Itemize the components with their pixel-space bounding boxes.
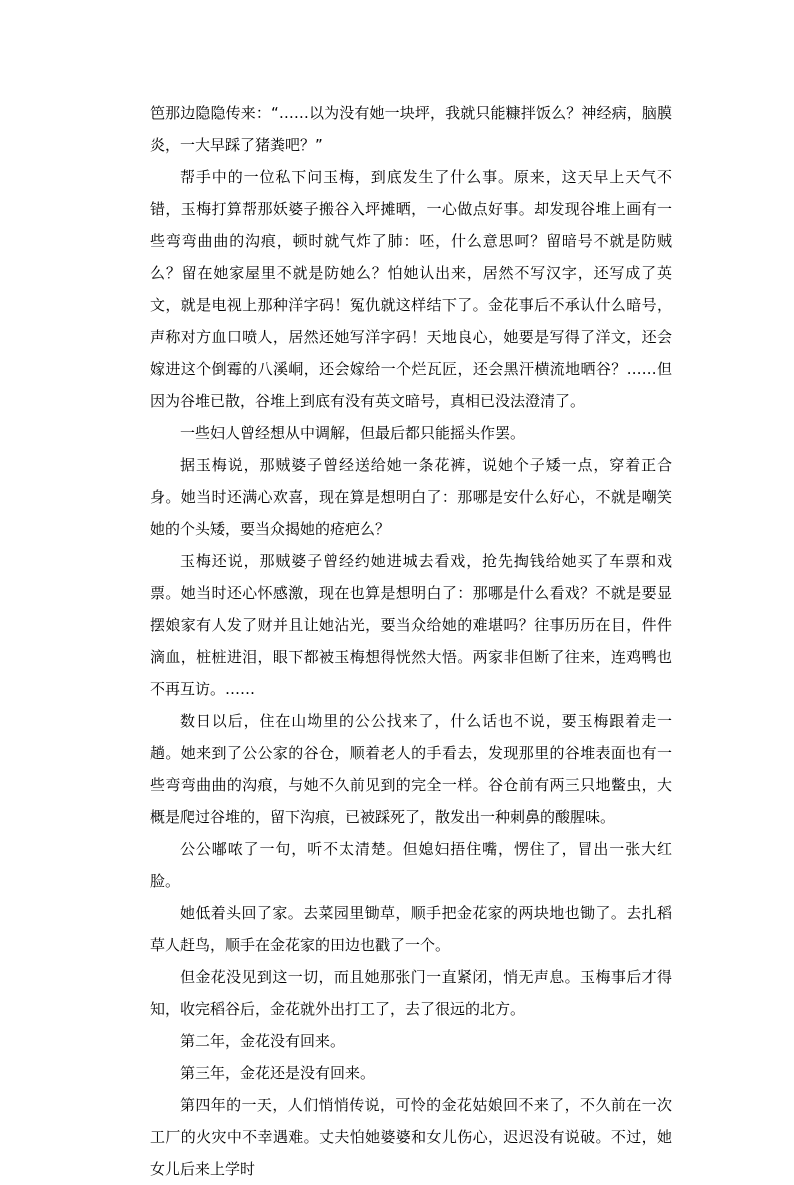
paragraph: 第二年，金花没有回来。	[180, 1032, 346, 1050]
paragraph: 据玉梅说，那贼婆子曾经送给她一条花裤，说她个子矮一点，穿着正合身。她当时还满心欢喜，现在算是想明白了：那哪是安什么好心，不就是嘲笑她的个头矮，要当众揭她的疮疤么？	[150, 456, 672, 538]
document-body	[150, 97, 672, 1185]
paragraph: 笆那边隐隐传来：“……以为没有她一块坪，我就只能糠拌饭么？神经病，脑膜炎，一大早踩了猪粪吧？”	[150, 104, 672, 154]
paragraph: 帮手中的一位私下问玉梅，到底发生了什么事。原来，这天早上天气不错，玉梅打算帮那妖婆子搬谷入坪摊晒，一心做点好事。却发现谷堆上画有一些弯弯曲曲的沟痕，顿时就气炸了肺：呸，什么意思呵？留暗号不就是防贼么？留在她家屋里不就是防她么？怕她认出来，居然不写汉字，还写成了英文，就是电视上那种洋字码！冤仇就这样结下了。金花事后不承认什么暗号，声称对方血口喷人，居然还她写洋字码！天地良心，她要是写得了洋文，还会嫁进这个倒霉的八溪峒，还会嫁给一个烂瓦匠，还会黑汗横流地晒谷？……但因为谷堆已散，谷堆上到底有没有英文暗号，真相已没法澄清了。	[150, 168, 672, 410]
paragraph: 但金花没见到这一切，而且她那张门一直紧闭，悄无声息。玉梅事后才得知，收完稻谷后，金花就外出打工了，去了很远的北方。	[150, 968, 672, 1018]
paragraph: 她低着头回了家。去菜园里锄草，顺手把金花家的两块地也锄了。去扎稻草人赶鸟，顺手在金花家的田边也戳了一个。	[150, 904, 672, 954]
paragraph: 第四年的一天，人们悄悄传说，可怜的金花姑娘回不来了，不久前在一次工厂的火灾中不幸遇难。丈夫怕她婆婆和女儿伤心，迟迟没有说破。不过，她女儿后来上学时	[150, 1096, 672, 1178]
paragraph: 公公嘟哝了一句，听不太清楚。但媳妇捂住嘴，愣住了，冒出一张大红脸。	[150, 840, 672, 890]
paragraph: 一些妇人曾经想从中调解，但最后都只能摇头作罢。	[180, 424, 526, 442]
paragraph: 数日以后，住在山坳里的公公找来了，什么话也不说，要玉梅跟着走一趟。她来到了公公家的谷仓，顺着老人的手看去，发现那里的谷堆表面也有一些弯弯曲曲的沟痕，与她不久前见到的完全一样。谷仓前有两三只地鳖虫，大概是爬过谷堆的，留下沟痕，已被踩死了，散发出一种刺鼻的酸腥味。	[150, 712, 672, 826]
paragraph: 玉梅还说，那贼婆子曾经约她进城去看戏，抢先掏钱给她买了车票和戏票。她当时还心怀感激，现在也算是想明白了：那哪是什么看戏？不就是要显摆娘家有人发了财并且让她沾光，要当众给她的难堪吗？往事历历在目，件件滴血，桩桩进泪，眼下都被玉梅想得恍然大悟。两家非但断了往来，连鸡鸭也不再互访。……	[150, 552, 672, 698]
paragraph: 第三年，金花还是没有回来。	[180, 1064, 376, 1082]
